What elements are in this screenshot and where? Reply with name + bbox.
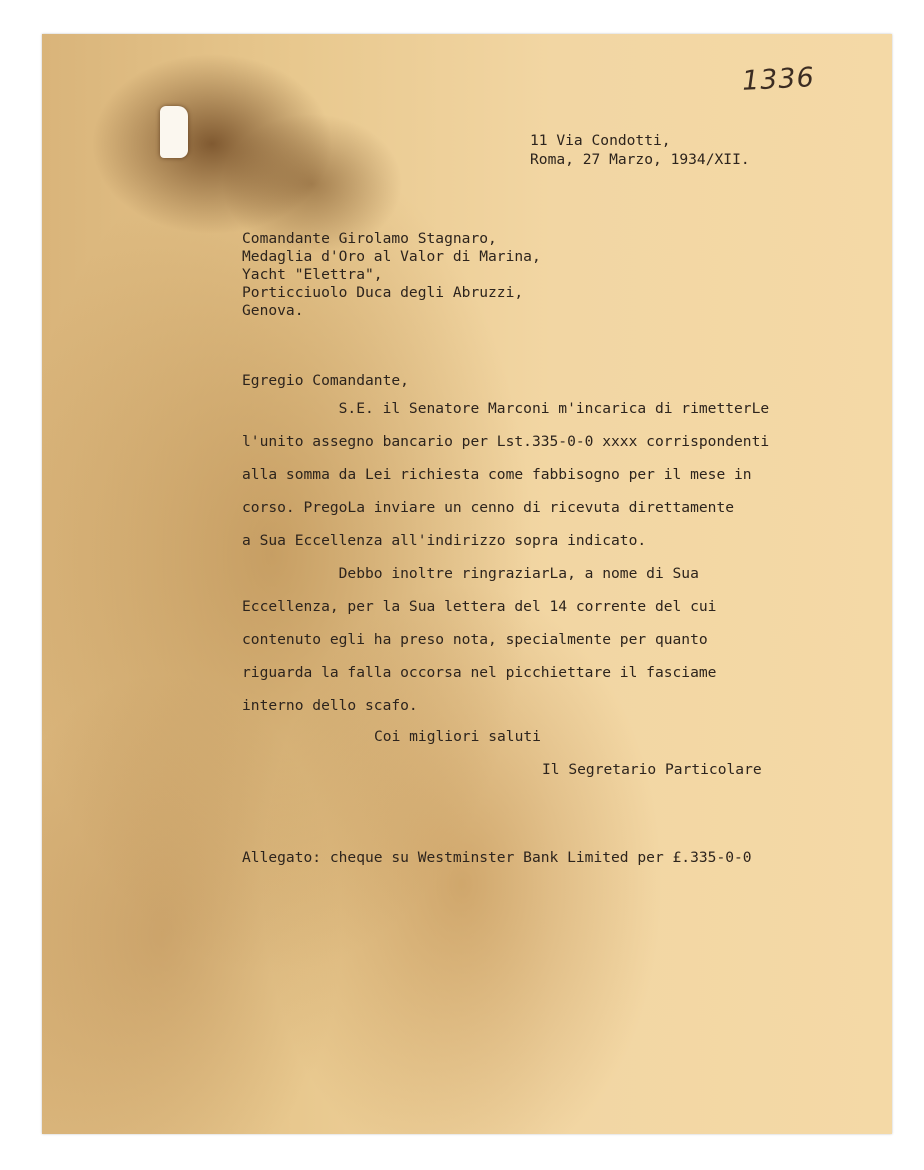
body-line: S.E. il Senatore Marconi m'incarica di rimetterLe [242, 400, 770, 417]
address-line-2: Roma, 27 Marzo, 1934/XII. [530, 151, 750, 168]
recipient-address [242, 230, 541, 320]
enclosure-note [242, 841, 752, 874]
body-line: a Sua Eccellenza all'indirizzo sopra indicato. [242, 532, 647, 549]
recipient-line: Yacht "Elettra", [242, 266, 383, 283]
signature-title: Il Segretario Particolare [542, 761, 762, 778]
body-line: riguarda la falla occorsa nel picchiettare il fasciame [242, 664, 717, 681]
recipient-line: Medaglia d'Oro al Valor di Marina, [242, 248, 541, 265]
enclosure-text: Allegato: cheque su Westminster Bank Limited per £.335-0-0 [242, 849, 752, 866]
closing-block [242, 720, 762, 786]
letter-body [242, 392, 769, 722]
body-line: alla somma da Lei richiesta come fabbisogno per il mese in [242, 466, 752, 483]
recipient-line: Comandante Girolamo Stagnaro, [242, 230, 497, 247]
torn-hole [160, 106, 188, 158]
body-line: Eccellenza, per la Sua lettera del 14 corrente del cui [242, 598, 717, 615]
salutation-text: Egregio Comandante, [242, 372, 409, 389]
letter-sheet [42, 34, 892, 1134]
body-line: contenuto egli ha preso nota, specialmente per quanto [242, 631, 708, 648]
body-line: l'unito assegno bancario per Lst.335-0-0 xxxx corrispondenti [242, 433, 770, 450]
address-line-1: 11 Via Condotti, [530, 132, 671, 149]
archive-number: 1336 [741, 62, 816, 97]
sender-address [530, 131, 750, 169]
closing-text: Coi migliori saluti [374, 728, 541, 745]
recipient-line: Porticciuolo Duca degli Abruzzi, [242, 284, 524, 301]
body-line: Debbo inoltre ringraziarLa, a nome di Sua [242, 565, 699, 582]
body-line: interno dello scafo. [242, 697, 418, 714]
body-line: corso. PregoLa inviare un cenno di ricevuta direttamente [242, 499, 735, 516]
recipient-line: Genova. [242, 302, 304, 319]
